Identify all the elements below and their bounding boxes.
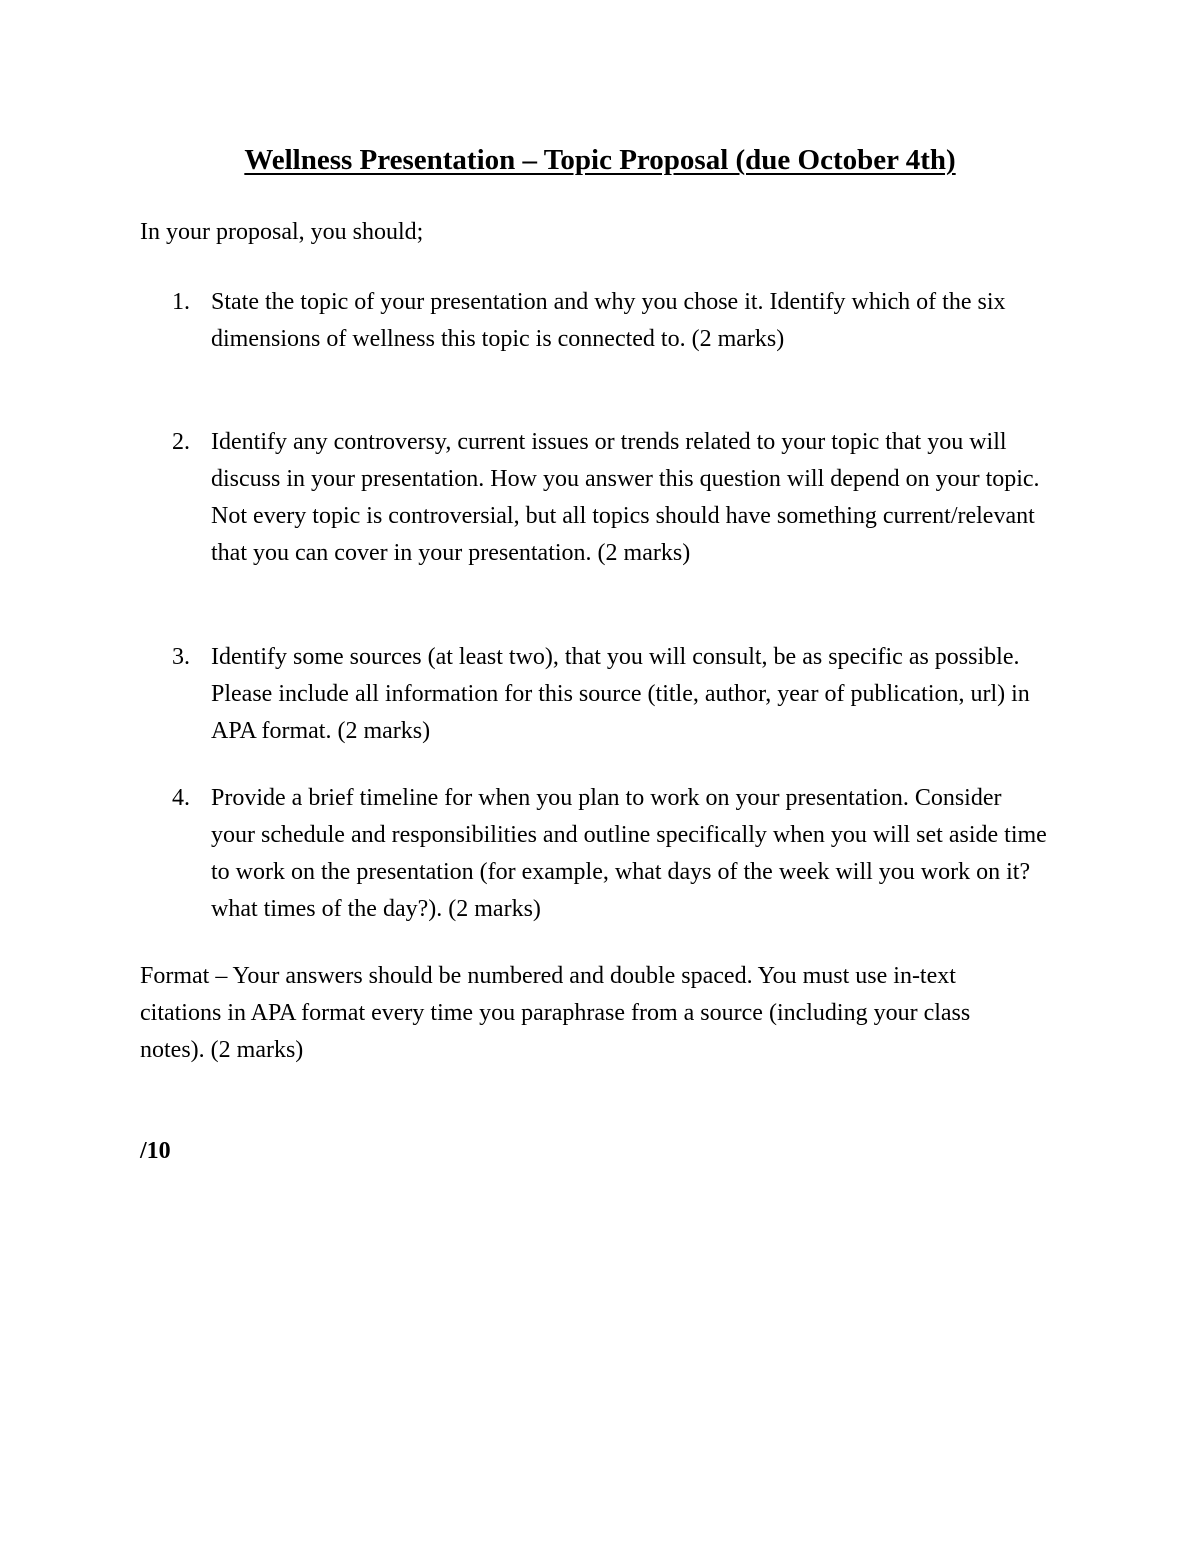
list-item-4 [140, 780, 1060, 928]
list-item-1 [140, 284, 1060, 358]
list-item-text: Identify any controversy, current issues or trends related to your topic that you will discuss in your presentation. How you answer this question will depend on your topic. Not every topic is controversial, but all topics should have something current/relevant that you can cover in your presentation. (2 marks) [211, 429, 1040, 566]
list-item-2 [140, 424, 1060, 572]
list-item-3 [140, 639, 1060, 750]
format-note: Format – Your answers should be numbered and double spaced. You must use in-text citations in APA format every time you paraphrase from a source (including your class notes). (2 marks) [140, 963, 971, 1063]
document-title-text: Wellness Presentation – Topic Proposal (due October 4th) [244, 144, 956, 176]
intro-text: In your proposal, you should; [140, 219, 424, 245]
list-item-text: Provide a brief timeline for when you plan to work on your presentation. Consider your schedule and responsibilities and outline specifically when you will set aside time to work on the presentation (for example, what days of the week will you work on it? what times of the day?). (2 marks) [211, 785, 1047, 922]
document-title [0, 140, 1200, 180]
total-score: /10 [140, 1138, 171, 1164]
list-item-number: 4. [172, 785, 190, 811]
list-item-number: 1. [172, 289, 190, 315]
list-item-number: 3. [172, 644, 190, 670]
list-item-number: 2. [172, 429, 190, 455]
list-item-text: Identify some sources (at least two), that you will consult, be as specific as possible. Please include all information for this source (title, author, year of publication, url) in APA format. (2 marks) [211, 644, 1030, 744]
list-item-text: State the topic of your presentation and why you chose it. Identify which of the six dimensions of wellness this topic is connected to. (2 marks) [211, 289, 1006, 352]
